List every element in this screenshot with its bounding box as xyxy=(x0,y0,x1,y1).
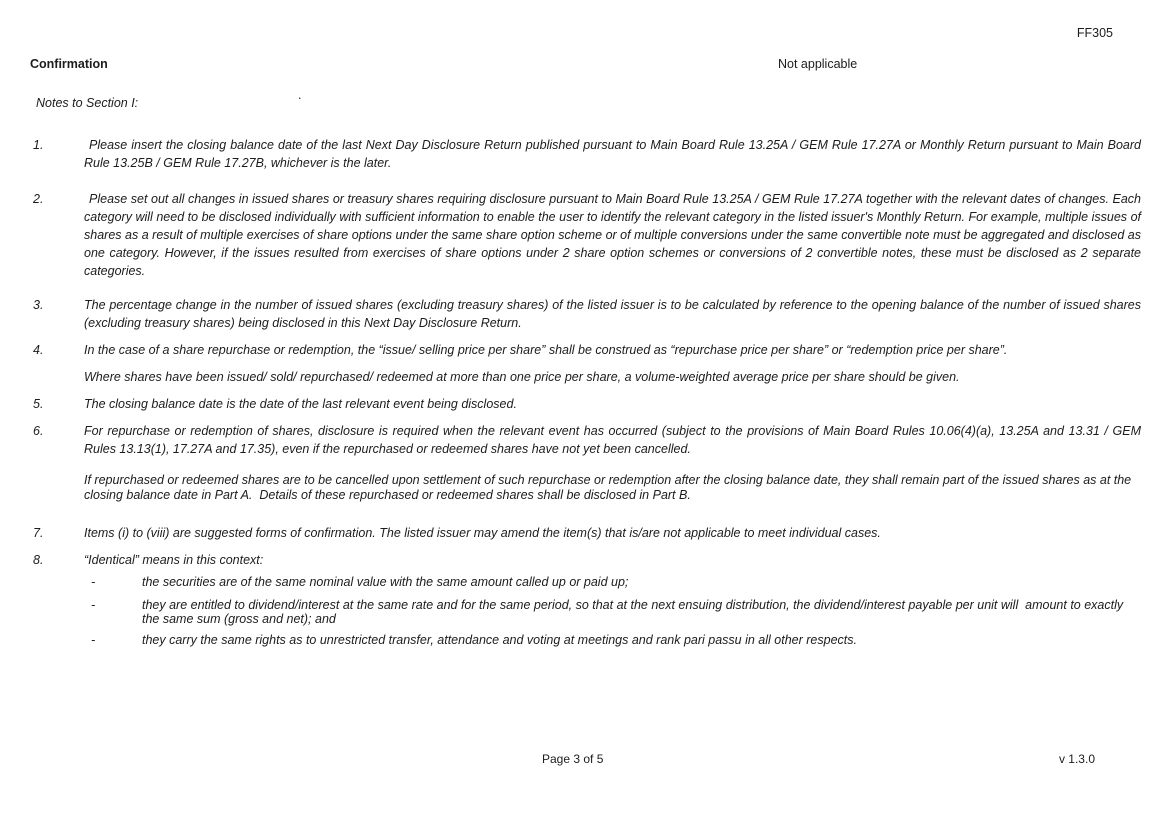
note-number: 5. xyxy=(33,397,44,411)
bullet-marker: - xyxy=(91,575,96,589)
note-item-7 xyxy=(33,524,1141,542)
stray-mark: . xyxy=(298,88,302,102)
note-paragraph: “Identical” means in this context: xyxy=(84,553,264,567)
note-paragraph: The percentage change in the number of issued shares (excluding treasury shares) of the listed issuer is to be calculated by reference to the opening balance of the number of issued shares (excluding treasury shares) being disclosed in this Next Day Disclosure Return. xyxy=(84,298,1141,330)
note-number: 2. xyxy=(33,192,44,206)
form-code: FF305 xyxy=(1076,26,1113,40)
note-item-6 xyxy=(33,422,1141,502)
note-item-2 xyxy=(33,190,1141,280)
note-paragraph: Items (i) to (viii) are suggested forms of confirmation. The listed issuer may amend the item(s) that is/are not applicable to meet individual cases. xyxy=(84,526,881,540)
bullet-text: they are entitled to dividend/interest at the same rate and for the same period, so that at the next ensuing distribution, the dividend/interest payable per unit will amount to exactly the same sum (gross and net); and xyxy=(142,597,1124,626)
note-paragraph: For repurchase or redemption of shares, disclosure is required when the relevant event has occurred (subject to the provisions of Main Board Rules 10.06(4)(a), 13.25A and 13.31 / GEM Rules 13.13(1), 17.27A and 17.35), even if the repurchased or redeemed shares have not yet been cancelled. xyxy=(84,424,1141,456)
note-paragraph: Please insert the closing balance date of the last Next Day Disclosure Return published pursuant to Main Board Rule 13.25A / GEM Rule 17.27A or Monthly Return pursuant to Main Board Rule 13.25B / GEM Rule 17.27B, whichever is the later. xyxy=(84,138,1141,170)
note-bullet xyxy=(84,633,1141,648)
note-paragraph: Where shares have been issued/ sold/ repurchased/ redeemed at more than one price per share, a volume-weighted average price per share should be given. xyxy=(84,370,960,384)
confirmation-heading: Confirmation xyxy=(30,57,108,71)
note-number: 4. xyxy=(33,343,44,357)
note-number: 1. xyxy=(33,138,44,152)
page-indicator: Page 3 of 5 xyxy=(542,752,604,766)
note-paragraph: Please set out all changes in issued shares or treasury shares requiring disclosure pursuant to Main Board Rule 13.25A / GEM Rule 17.27A together with the relevant dates of changes. Each category will need to be disclosed individually with sufficient information to enable the user to identify the relevant category in the listed issuer's Monthly Return. For example, multiple issues of shares as a result of multiple exercises of share options under the same share option scheme or of multiple conversions under the same convertible note must be aggregated and disclosed as one category. However, if the issues resulted from exercises of share options under 2 share option schemes or conversions of 2 convertible notes, these must be disclosed as 2 separate categories. xyxy=(84,192,1141,278)
note-item-1 xyxy=(33,136,1141,172)
note-paragraph: In the case of a share repurchase or redemption, the “issue/ selling price per share” shall be construed as “repurchase price per share” or “redemption price per share”. xyxy=(84,343,1008,357)
note-item-3 xyxy=(33,296,1141,332)
bullet-marker: - xyxy=(91,632,96,647)
note-bullet xyxy=(84,575,1141,590)
not-applicable-text: Not applicable xyxy=(778,57,858,71)
note-bullet xyxy=(84,598,1141,627)
note-item-8 xyxy=(33,551,1141,647)
notes-section-title: Notes to Section I: xyxy=(36,96,139,110)
notes-list xyxy=(33,136,1141,647)
note-number: 3. xyxy=(33,298,44,312)
note-item-5 xyxy=(33,395,1141,413)
note-paragraph: The closing balance date is the date of the last relevant event being disclosed. xyxy=(84,397,517,411)
note-number: 7. xyxy=(33,526,44,540)
note-number: 6. xyxy=(33,424,44,438)
bullet-text: they carry the same rights as to unrestricted transfer, attendance and voting at meetings and rank pari passu in all other respects. xyxy=(142,632,857,647)
note-number: 8. xyxy=(33,553,44,567)
bullet-text: the securities are of the same nominal value with the same amount called up or paid up; xyxy=(142,575,629,589)
note-item-4 xyxy=(33,341,1141,386)
version-label: v 1.3.0 xyxy=(1058,752,1095,766)
note-paragraph: If repurchased or redeemed shares are to be cancelled upon settlement of such repurchase or redemption after the closing balance date, they shall remain part of the issued shares as at the closing balance date in Part A. Details of these repurchased or redeemed shares shall be disclosed in Part B. xyxy=(84,473,1132,502)
bullet-marker: - xyxy=(91,597,96,612)
